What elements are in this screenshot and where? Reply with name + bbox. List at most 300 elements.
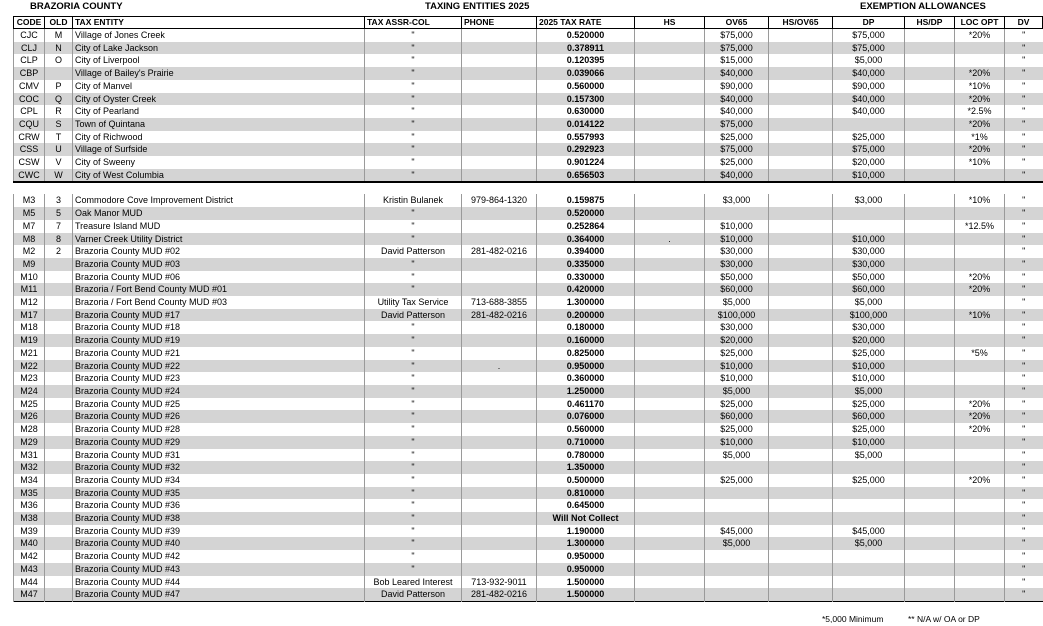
entity-cell: City of Pearland <box>73 105 365 118</box>
dp-cell: $90,000 <box>833 80 905 93</box>
col-hs: HS <box>635 17 705 29</box>
assessor-cell: " <box>365 271 462 284</box>
hs-cell <box>635 563 705 576</box>
hs-dp-cell <box>905 360 955 373</box>
tax-rate-cell: 1.350000 <box>537 461 635 474</box>
ov65-cell: $5,000 <box>705 537 769 550</box>
entity-cell: Brazoria County MUD #25 <box>73 398 365 411</box>
entity-cell: Brazoria / Fort Bend County MUD #01 <box>73 283 365 296</box>
code-cell: M26 <box>14 410 45 423</box>
dv-cell: " <box>1005 194 1043 207</box>
ov65-cell: $10,000 <box>705 360 769 373</box>
code-cell: M3 <box>14 194 45 207</box>
hs-cell <box>635 54 705 67</box>
hs-dp-cell <box>905 143 955 156</box>
tax-rate-cell: 0.159875 <box>537 194 635 207</box>
dv-cell: " <box>1005 321 1043 334</box>
dp-cell: $20,000 <box>833 334 905 347</box>
hs-cell <box>635 258 705 271</box>
old-cell <box>45 461 73 474</box>
entity-cell: Brazoria County MUD #42 <box>73 550 365 563</box>
entity-cell: City of Richwood <box>73 131 365 144</box>
tax-rate-cell: 0.360000 <box>537 372 635 385</box>
loc-opt-cell <box>955 245 1005 258</box>
tax-rate-cell: 0.252864 <box>537 220 635 233</box>
ov65-cell: $75,000 <box>705 143 769 156</box>
hs-cell <box>635 461 705 474</box>
table-row <box>14 29 1043 42</box>
tax-rate-cell: 0.039066 <box>537 67 635 80</box>
footnote-na: ** N/A w/ OA or DP <box>908 614 980 624</box>
entity-cell: City of Sweeny <box>73 156 365 169</box>
assessor-cell: David Patterson <box>365 309 462 322</box>
hs-ov65-cell <box>769 67 833 80</box>
assessor-cell: " <box>365 169 462 183</box>
entity-cell: Brazoria County MUD #38 <box>73 512 365 525</box>
ov65-cell: $5,000 <box>705 449 769 462</box>
old-cell <box>45 576 73 589</box>
tax-rate-cell: 0.394000 <box>537 245 635 258</box>
dp-cell: $5,000 <box>833 385 905 398</box>
hs-ov65-cell <box>769 233 833 246</box>
phone-cell <box>462 398 537 411</box>
loc-opt-cell: *10% <box>955 194 1005 207</box>
hs-dp-cell <box>905 118 955 131</box>
loc-opt-cell <box>955 550 1005 563</box>
dp-cell: $10,000 <box>833 169 905 183</box>
loc-opt-cell <box>955 42 1005 55</box>
loc-opt-cell <box>955 588 1005 601</box>
hs-dp-cell <box>905 537 955 550</box>
assessor-cell: " <box>365 474 462 487</box>
assessor-cell: " <box>365 321 462 334</box>
dv-cell: " <box>1005 29 1043 42</box>
ov65-cell: $40,000 <box>705 105 769 118</box>
phone-cell <box>462 42 537 55</box>
ov65-cell <box>705 499 769 512</box>
hs-dp-cell <box>905 271 955 284</box>
hs-cell <box>635 347 705 360</box>
loc-opt-cell: *10% <box>955 309 1005 322</box>
hs-dp-cell <box>905 550 955 563</box>
hs-ov65-cell <box>769 537 833 550</box>
entity-cell: Brazoria County MUD #47 <box>73 588 365 601</box>
hs-dp-cell <box>905 588 955 601</box>
col-hs-ov65: HS/OV65 <box>769 17 833 29</box>
districts-group <box>14 182 1043 601</box>
dp-cell: $25,000 <box>833 398 905 411</box>
loc-opt-cell <box>955 563 1005 576</box>
old-cell: N <box>45 42 73 55</box>
hs-cell <box>635 449 705 462</box>
code-cell: M5 <box>14 207 45 220</box>
phone-cell <box>462 54 537 67</box>
ov65-cell: $90,000 <box>705 80 769 93</box>
ov65-cell: $45,000 <box>705 525 769 538</box>
dp-cell: $20,000 <box>833 156 905 169</box>
ov65-cell: $60,000 <box>705 283 769 296</box>
loc-opt-cell <box>955 233 1005 246</box>
ov65-cell: $25,000 <box>705 347 769 360</box>
hs-ov65-cell <box>769 258 833 271</box>
entity-cell: Commodore Cove Improvement District <box>73 194 365 207</box>
hs-cell <box>635 271 705 284</box>
tax-rate-cell: 0.364000 <box>537 233 635 246</box>
ov65-cell <box>705 588 769 601</box>
tax-rate-cell: 0.335000 <box>537 258 635 271</box>
phone-cell <box>462 436 537 449</box>
table-row <box>14 207 1043 220</box>
ov65-cell: $25,000 <box>705 474 769 487</box>
assessor-cell: " <box>365 93 462 106</box>
tax-rate-cell: 1.500000 <box>537 588 635 601</box>
ov65-cell <box>705 207 769 220</box>
hs-cell <box>635 67 705 80</box>
hs-dp-cell <box>905 385 955 398</box>
loc-opt-cell <box>955 207 1005 220</box>
hs-dp-cell <box>905 220 955 233</box>
table-row <box>14 499 1043 512</box>
tax-rate-cell: 0.901224 <box>537 156 635 169</box>
code-cell: M34 <box>14 474 45 487</box>
dp-cell <box>833 576 905 589</box>
assessor-cell: " <box>365 118 462 131</box>
dp-cell: $10,000 <box>833 372 905 385</box>
old-cell <box>45 334 73 347</box>
old-cell <box>45 258 73 271</box>
table-row <box>14 347 1043 360</box>
tax-rate-cell: 0.810000 <box>537 487 635 500</box>
old-cell <box>45 385 73 398</box>
assessor-cell: David Patterson <box>365 588 462 601</box>
loc-opt-cell <box>955 461 1005 474</box>
loc-opt-cell <box>955 525 1005 538</box>
entity-cell: Brazoria County MUD #06 <box>73 271 365 284</box>
old-cell <box>45 537 73 550</box>
code-cell: M39 <box>14 525 45 538</box>
tax-rate-cell: 0.825000 <box>537 347 635 360</box>
hs-cell <box>635 372 705 385</box>
ov65-cell: $25,000 <box>705 423 769 436</box>
tax-rate-cell: 0.330000 <box>537 271 635 284</box>
phone-cell <box>462 271 537 284</box>
old-cell <box>45 283 73 296</box>
entity-cell: Brazoria County MUD #35 <box>73 487 365 500</box>
tax-rate-cell: 0.645000 <box>537 499 635 512</box>
phone-cell: 281-482-0216 <box>462 588 537 601</box>
hs-dp-cell <box>905 67 955 80</box>
phone-cell <box>462 67 537 80</box>
table-row <box>14 105 1043 118</box>
dv-cell: " <box>1005 207 1043 220</box>
dp-cell <box>833 563 905 576</box>
table-row <box>14 360 1043 373</box>
dv-cell: " <box>1005 576 1043 589</box>
hs-ov65-cell <box>769 487 833 500</box>
dp-cell <box>833 118 905 131</box>
loc-opt-cell: *20% <box>955 398 1005 411</box>
dv-cell: " <box>1005 67 1043 80</box>
dp-cell: $30,000 <box>833 258 905 271</box>
separator-cell <box>14 182 1043 194</box>
dv-cell: " <box>1005 220 1043 233</box>
tax-rate-cell: 0.076000 <box>537 410 635 423</box>
assessor-cell: Bob Leared Interest <box>365 576 462 589</box>
entity-cell: Brazoria County MUD #40 <box>73 537 365 550</box>
code-cell: M17 <box>14 309 45 322</box>
dp-cell <box>833 461 905 474</box>
dv-cell: " <box>1005 563 1043 576</box>
hs-ov65-cell <box>769 550 833 563</box>
hs-cell <box>635 423 705 436</box>
code-cell: M32 <box>14 461 45 474</box>
code-cell: M24 <box>14 385 45 398</box>
hs-dp-cell <box>905 321 955 334</box>
hs-ov65-cell <box>769 169 833 183</box>
hs-ov65-cell <box>769 347 833 360</box>
tax-rate-cell: 0.378911 <box>537 42 635 55</box>
tax-rate-cell: 0.520000 <box>537 29 635 42</box>
dv-cell: " <box>1005 410 1043 423</box>
hs-dp-cell <box>905 499 955 512</box>
dp-cell: $60,000 <box>833 283 905 296</box>
entity-cell: City of Liverpool <box>73 54 365 67</box>
dp-cell: $60,000 <box>833 410 905 423</box>
entity-cell: Brazoria County MUD #43 <box>73 563 365 576</box>
table-row <box>14 398 1043 411</box>
loc-opt-cell <box>955 258 1005 271</box>
hs-dp-cell <box>905 105 955 118</box>
old-cell: V <box>45 156 73 169</box>
hs-cell <box>635 245 705 258</box>
entity-cell: City of Manvel <box>73 80 365 93</box>
entity-cell: Brazoria County MUD #36 <box>73 499 365 512</box>
tax-rate-cell: 0.950000 <box>537 360 635 373</box>
hs-ov65-cell <box>769 118 833 131</box>
assessor-cell: " <box>365 80 462 93</box>
dv-cell: " <box>1005 258 1043 271</box>
dv-cell: " <box>1005 80 1043 93</box>
code-cell: M28 <box>14 423 45 436</box>
phone-cell <box>462 487 537 500</box>
table-row <box>14 321 1043 334</box>
dp-cell <box>833 550 905 563</box>
dp-cell: $3,000 <box>833 194 905 207</box>
hs-cell <box>635 512 705 525</box>
hs-dp-cell <box>905 80 955 93</box>
old-cell <box>45 398 73 411</box>
phone-cell <box>462 321 537 334</box>
table-row <box>14 93 1043 106</box>
loc-opt-cell <box>955 360 1005 373</box>
entity-cell: Village of Jones Creek <box>73 29 365 42</box>
hs-dp-cell <box>905 398 955 411</box>
old-cell <box>45 436 73 449</box>
loc-opt-cell: *10% <box>955 156 1005 169</box>
col-ov65: OV65 <box>705 17 769 29</box>
ov65-cell: $30,000 <box>705 258 769 271</box>
hs-dp-cell <box>905 93 955 106</box>
hs-cell <box>635 410 705 423</box>
old-cell: 3 <box>45 194 73 207</box>
assessor-cell: " <box>365 258 462 271</box>
dv-cell: " <box>1005 512 1043 525</box>
phone-cell: 281-482-0216 <box>462 245 537 258</box>
table-row <box>14 474 1043 487</box>
loc-opt-cell: *20% <box>955 29 1005 42</box>
hs-dp-cell <box>905 474 955 487</box>
dp-cell: $5,000 <box>833 537 905 550</box>
assessor-cell: " <box>365 537 462 550</box>
tax-rate-cell: 0.500000 <box>537 474 635 487</box>
code-cell: M25 <box>14 398 45 411</box>
hs-ov65-cell <box>769 449 833 462</box>
page-title: TAXING ENTITIES 2025 <box>425 1 530 12</box>
ov65-cell: $75,000 <box>705 29 769 42</box>
phone-cell <box>462 283 537 296</box>
code-cell: CLJ <box>14 42 45 55</box>
hs-cell <box>635 105 705 118</box>
hs-cell <box>635 194 705 207</box>
phone-cell: 713-932-9011 <box>462 576 537 589</box>
tax-rate-cell: 0.950000 <box>537 563 635 576</box>
hs-cell <box>635 436 705 449</box>
loc-opt-cell: *12.5% <box>955 220 1005 233</box>
ov65-cell: $60,000 <box>705 410 769 423</box>
phone-cell: 281-482-0216 <box>462 309 537 322</box>
dv-cell: " <box>1005 156 1043 169</box>
ov65-cell: $30,000 <box>705 321 769 334</box>
dp-cell: $10,000 <box>833 233 905 246</box>
dv-cell: " <box>1005 372 1043 385</box>
ov65-cell <box>705 550 769 563</box>
table-row <box>14 80 1043 93</box>
assessor-cell: " <box>365 398 462 411</box>
table-row <box>14 271 1043 284</box>
entity-cell: Treasure Island MUD <box>73 220 365 233</box>
old-cell: U <box>45 143 73 156</box>
assessor-cell: " <box>365 563 462 576</box>
loc-opt-cell: *20% <box>955 423 1005 436</box>
code-cell: CBP <box>14 67 45 80</box>
hs-cell <box>635 334 705 347</box>
phone-cell <box>462 347 537 360</box>
phone-cell <box>462 156 537 169</box>
hs-dp-cell <box>905 283 955 296</box>
old-cell: Q <box>45 93 73 106</box>
table-row <box>14 42 1043 55</box>
code-cell: M35 <box>14 487 45 500</box>
entity-cell: Oak Manor MUD <box>73 207 365 220</box>
loc-opt-cell <box>955 372 1005 385</box>
old-cell <box>45 423 73 436</box>
dv-cell: " <box>1005 550 1043 563</box>
entity-cell: Brazoria County MUD #03 <box>73 258 365 271</box>
loc-opt-cell <box>955 537 1005 550</box>
hs-dp-cell <box>905 461 955 474</box>
old-cell: O <box>45 54 73 67</box>
code-cell: M22 <box>14 360 45 373</box>
header-row <box>14 17 1043 29</box>
phone-cell <box>462 334 537 347</box>
phone-cell <box>462 537 537 550</box>
dv-cell: " <box>1005 296 1043 309</box>
dv-cell: " <box>1005 93 1043 106</box>
hs-ov65-cell <box>769 321 833 334</box>
hs-cell <box>635 118 705 131</box>
old-cell: W <box>45 169 73 183</box>
dv-cell: " <box>1005 588 1043 601</box>
tax-rate-cell: 0.656503 <box>537 169 635 183</box>
entity-cell: Brazoria County MUD #24 <box>73 385 365 398</box>
hs-cell <box>635 576 705 589</box>
entity-cell: Brazoria County MUD #21 <box>73 347 365 360</box>
dv-cell: " <box>1005 143 1043 156</box>
tax-rate-cell: 0.120395 <box>537 54 635 67</box>
code-cell: CQU <box>14 118 45 131</box>
ov65-cell <box>705 487 769 500</box>
col-tax-entity: TAX ENTITY <box>73 17 365 29</box>
hs-cell <box>635 385 705 398</box>
hs-ov65-cell <box>769 334 833 347</box>
hs-dp-cell <box>905 194 955 207</box>
table-row <box>14 131 1043 144</box>
loc-opt-cell <box>955 54 1005 67</box>
taxing-entities-table <box>13 16 1043 602</box>
old-cell <box>45 347 73 360</box>
dp-cell <box>833 487 905 500</box>
hs-cell <box>635 283 705 296</box>
ov65-cell: $5,000 <box>705 296 769 309</box>
phone-cell <box>462 93 537 106</box>
hs-ov65-cell <box>769 461 833 474</box>
tax-rate-cell: 1.190000 <box>537 525 635 538</box>
tax-rate-cell: 1.300000 <box>537 296 635 309</box>
ov65-cell: $30,000 <box>705 245 769 258</box>
old-cell: S <box>45 118 73 131</box>
code-cell: CSS <box>14 143 45 156</box>
dp-cell: $50,000 <box>833 271 905 284</box>
hs-dp-cell <box>905 563 955 576</box>
dp-cell <box>833 499 905 512</box>
code-cell: M9 <box>14 258 45 271</box>
code-cell: M47 <box>14 588 45 601</box>
phone-cell <box>462 474 537 487</box>
loc-opt-cell: *20% <box>955 410 1005 423</box>
hs-ov65-cell <box>769 309 833 322</box>
dp-cell: $75,000 <box>833 42 905 55</box>
dp-cell: $10,000 <box>833 436 905 449</box>
hs-cell <box>635 29 705 42</box>
hs-ov65-cell <box>769 398 833 411</box>
dv-cell: " <box>1005 461 1043 474</box>
old-cell: 7 <box>45 220 73 233</box>
assessor-cell: " <box>365 105 462 118</box>
assessor-cell: " <box>365 449 462 462</box>
hs-cell <box>635 537 705 550</box>
loc-opt-cell: *1% <box>955 131 1005 144</box>
entity-cell: Brazoria / Fort Bend County MUD #03 <box>73 296 365 309</box>
phone-cell <box>462 423 537 436</box>
hs-cell <box>635 42 705 55</box>
assessor-cell: " <box>365 67 462 80</box>
phone-cell <box>462 29 537 42</box>
col-old: OLD <box>45 17 73 29</box>
entity-cell: Brazoria County MUD #32 <box>73 461 365 474</box>
hs-ov65-cell <box>769 410 833 423</box>
tax-rate-cell: 0.180000 <box>537 321 635 334</box>
hs-cell <box>635 588 705 601</box>
